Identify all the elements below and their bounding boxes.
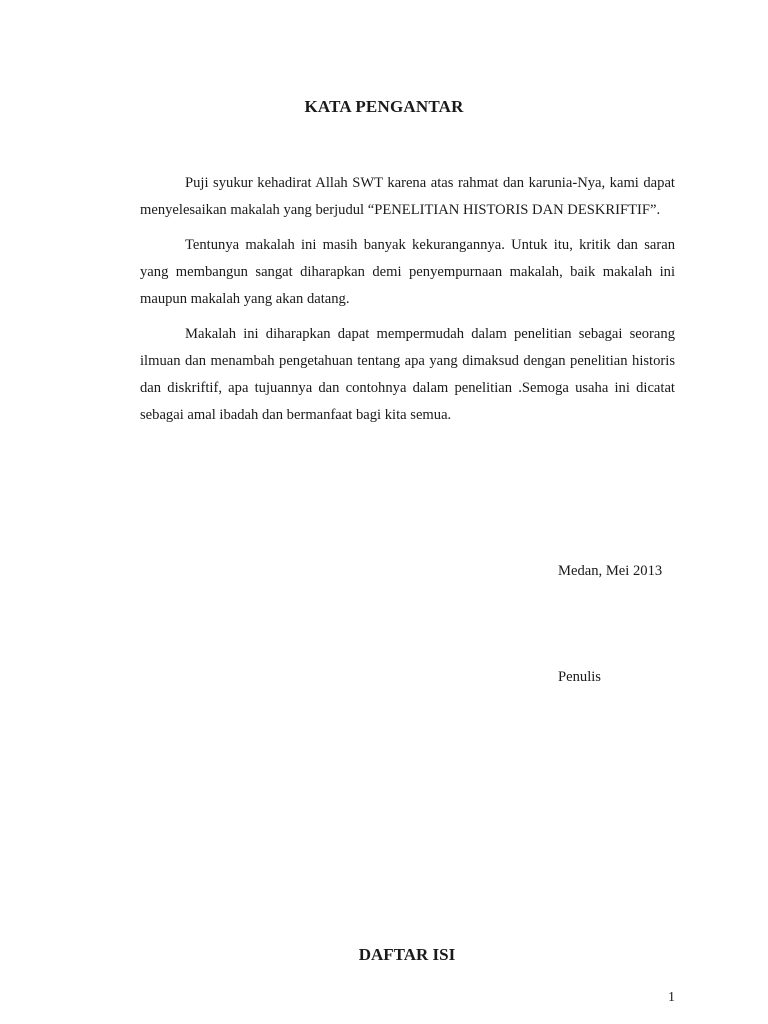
place-date: Medan, Mei 2013 xyxy=(558,563,663,579)
page-number: 1 xyxy=(668,990,675,1005)
paragraph-3: Makalah ini diharapkan dapat mempermudah dalam penelitian sebagai seorang ilmuan dan menambah pengetahuan tentang apa yang dimaksud dengan penelitian historis dan diskriftif, apa tujuannya dan contohnya dalam penelitian .Semoga usaha ini dicatat sebagai amal ibadah dan bermanfaat bagi kita semua. xyxy=(140,326,675,423)
body-text xyxy=(140,170,675,437)
author-signature: Penulis xyxy=(558,669,601,685)
paragraph-1: Puji syukur kehadirat Allah SWT karena atas rahmat dan karunia-Nya, kami dapat menyelesaikan makalah yang berjudul “PENELITIAN HISTORIS DAN DESKRIFTIF”. xyxy=(140,175,675,218)
paragraph-2: Tentunya makalah ini masih banyak kekurangannya. Untuk itu, kritik dan saran yang membangun sangat diharapkan demi penyempurnaan makalah, baik makalah ini maupun makalah yang akan datang. xyxy=(140,237,675,307)
page-title: KATA PENGANTAR xyxy=(304,97,464,116)
toc-heading: DAFTAR ISI xyxy=(358,945,456,964)
